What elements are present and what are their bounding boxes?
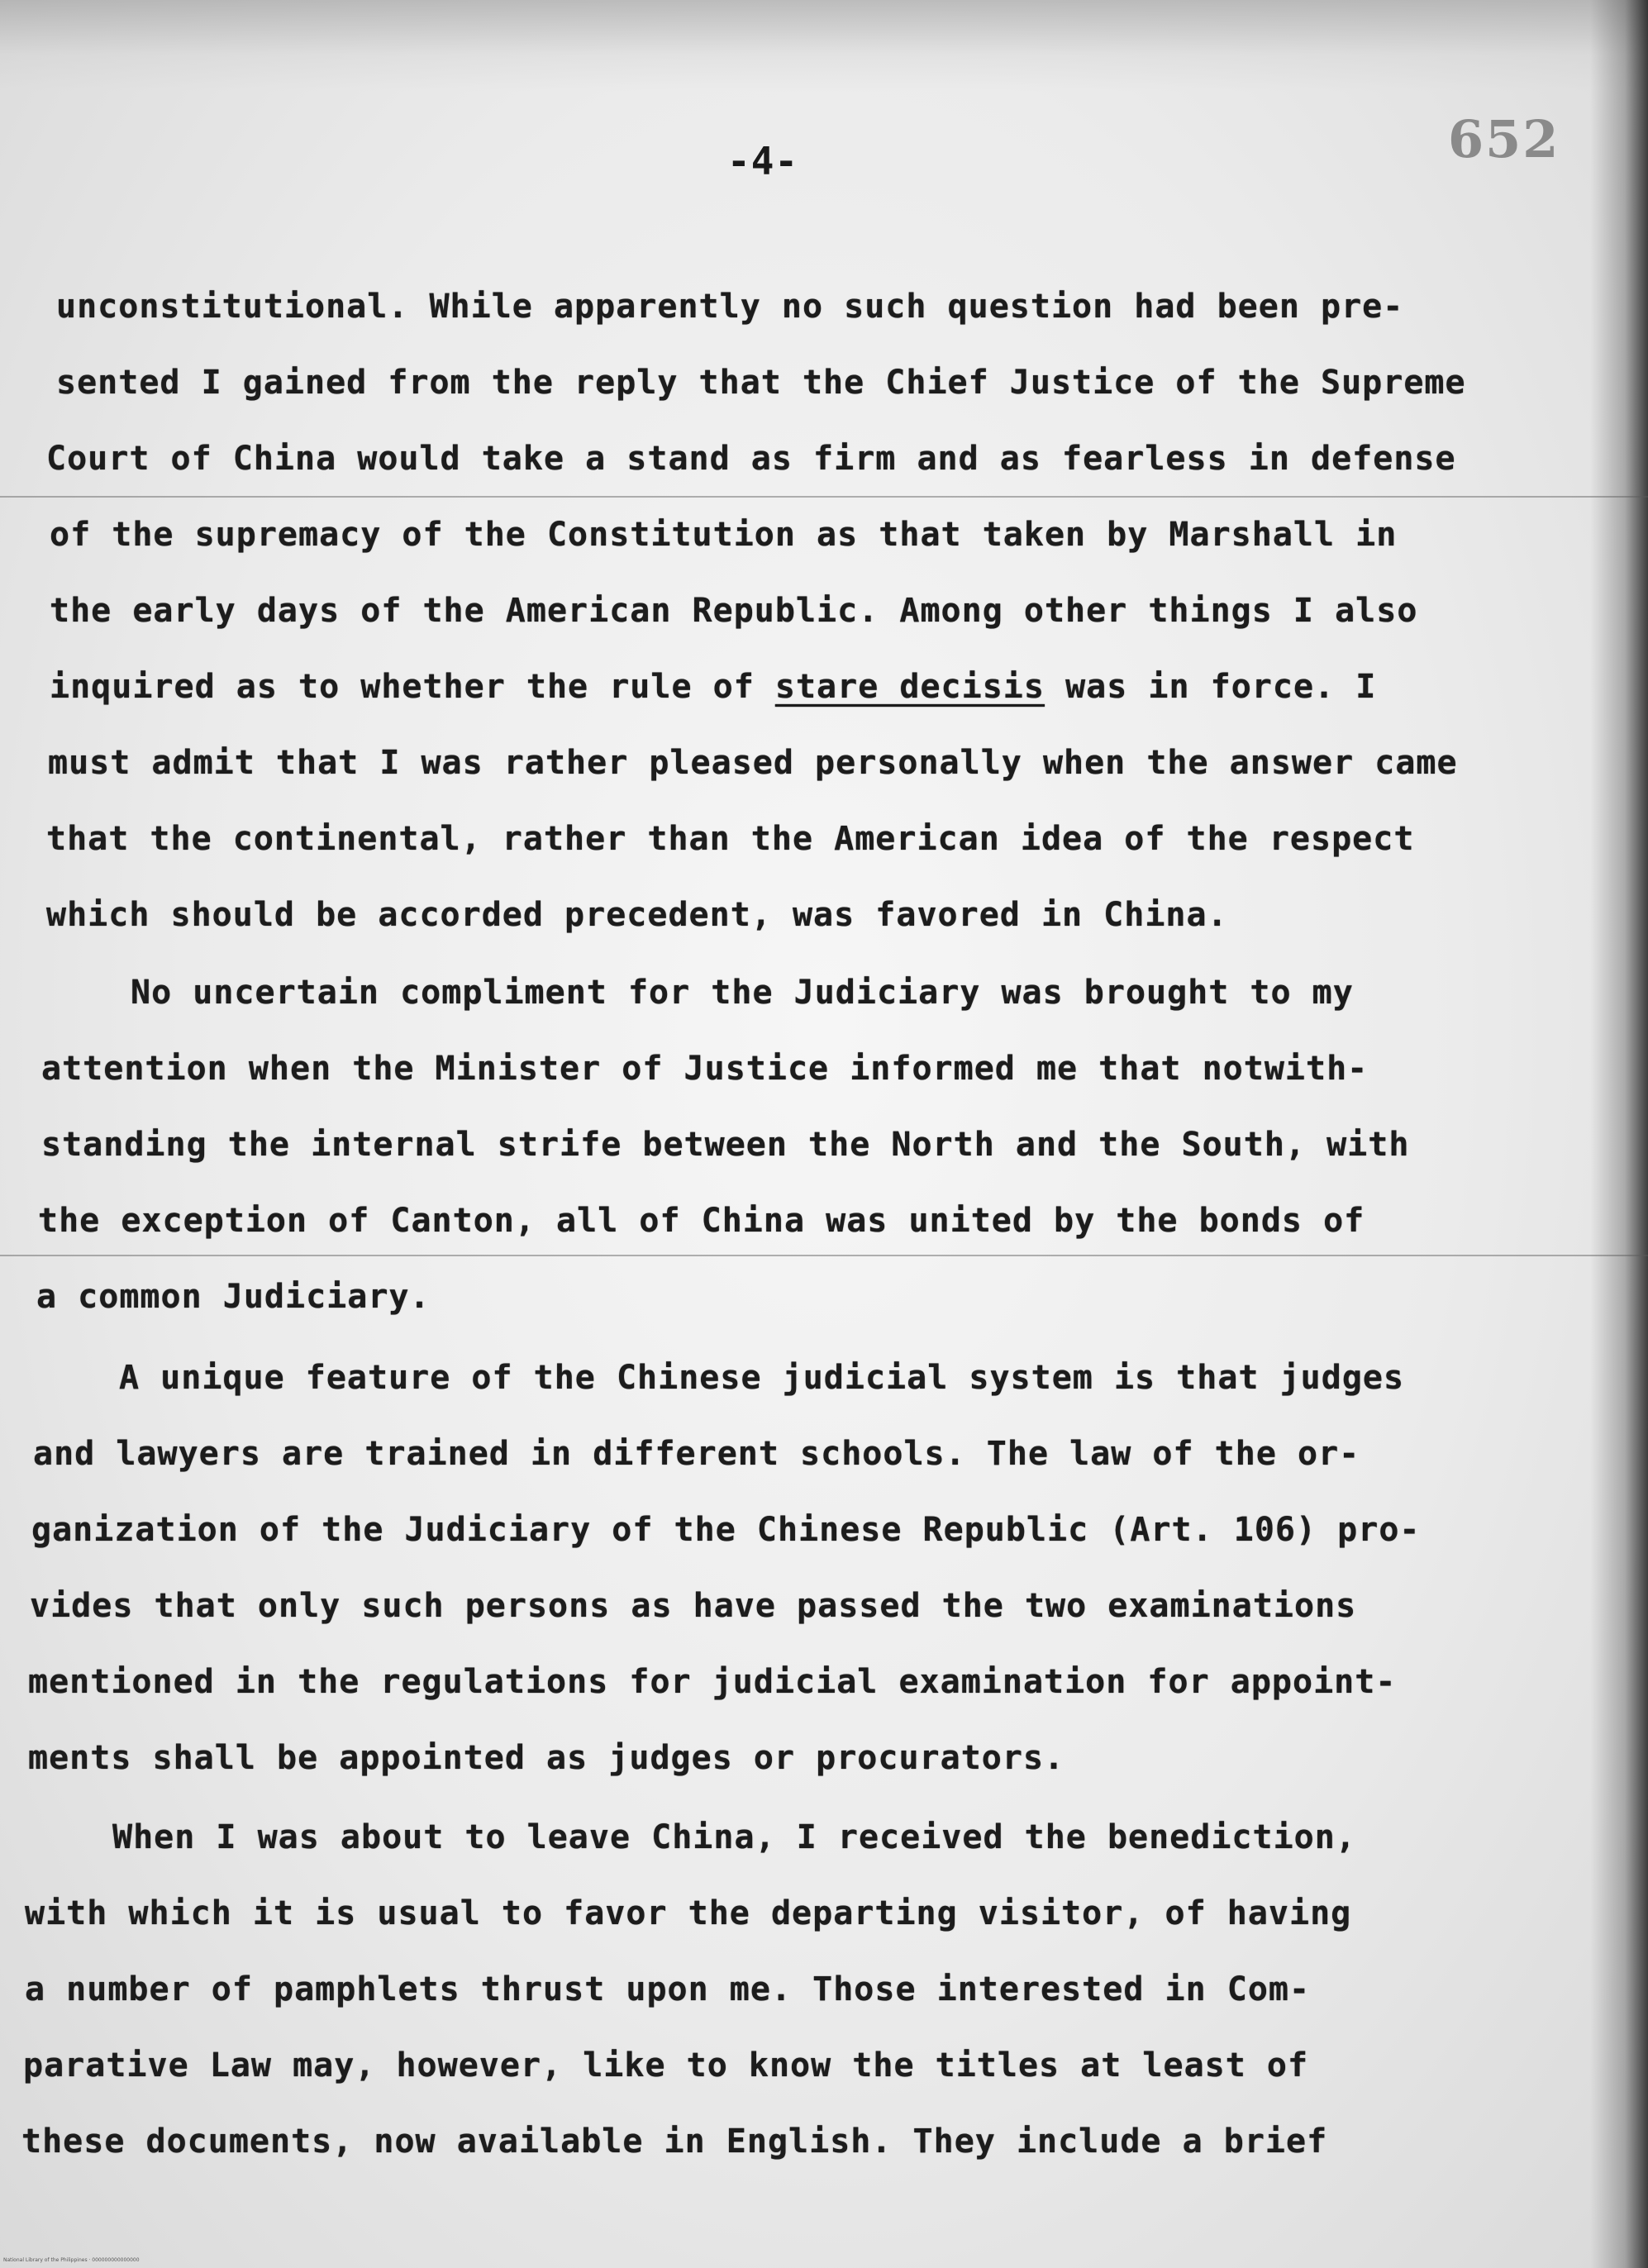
text-line: must admit that I was rather pleased personally when the answer came xyxy=(48,744,1458,782)
text-line: the early days of the American Republic. Among other things I also xyxy=(50,592,1418,630)
text-line: When I was about to leave China, I received the benediction, xyxy=(112,1818,1356,1856)
text-segment: was in force. I xyxy=(1065,668,1377,706)
text-line: mentioned in the regulations for judicial examination for appoint- xyxy=(28,1663,1397,1701)
text-line: the exception of Canton, all of China was united by the bonds of xyxy=(38,1202,1365,1240)
text-line: ments shall be appointed as judges or procurators. xyxy=(28,1739,1065,1777)
text-line xyxy=(50,668,1376,706)
text-line: attention when the Minister of Justice informed me that notwith- xyxy=(41,1050,1369,1088)
text-line: sented I gained from the reply that the Chief Justice of the Supreme xyxy=(56,364,1466,402)
underlined-term: stare decisis xyxy=(774,668,1045,706)
scan-shadow-right xyxy=(1590,0,1648,2268)
text-line: A unique feature of the Chinese judicial system is that judges xyxy=(119,1359,1405,1397)
text-line: Court of China would take a stand as firm and as fearless in defense xyxy=(46,440,1456,478)
text-line: a common Judiciary. xyxy=(36,1278,431,1316)
scan-artifact-line xyxy=(0,1255,1648,1256)
text-line: No uncertain compliment for the Judiciary was brought to my xyxy=(131,974,1354,1012)
text-line: unconstitutional. While apparently no such question had been pre- xyxy=(56,288,1404,326)
text-line: of the supremacy of the Constitution as that taken by Marshall in xyxy=(50,516,1398,554)
scan-footer-note: National Library of the Philippines · 000000000000000 xyxy=(3,2257,140,2263)
scan-shadow-top xyxy=(0,0,1648,91)
text-line: parative Law may, however, like to know the titles at least of xyxy=(23,2046,1309,2085)
page-number: -4- xyxy=(727,139,799,183)
text-segment: inquired as to whether the rule of xyxy=(50,668,755,706)
text-line: a number of pamphlets thrust upon me. Those interested in Com- xyxy=(25,1970,1311,2008)
text-line: with which it is usual to favor the departing visitor, of having xyxy=(25,1894,1352,1932)
text-line: vides that only such persons as have passed the two examinations xyxy=(30,1587,1357,1625)
text-line: standing the internal strife between the North and the South, with xyxy=(41,1126,1410,1164)
text-line: and lawyers are trained in different schools. The law of the or- xyxy=(33,1435,1360,1473)
text-line: ganization of the Judiciary of the Chinese Republic (Art. 106) pro- xyxy=(31,1511,1421,1549)
text-line: which should be accorded precedent, was favored in China. xyxy=(46,896,1228,934)
folio-mark: 652 xyxy=(1448,109,1560,169)
text-line: that the continental, rather than the American idea of the respect xyxy=(46,820,1415,858)
text-line: these documents, now available in English. They include a brief xyxy=(21,2123,1328,2161)
scan-artifact-line xyxy=(0,496,1648,498)
